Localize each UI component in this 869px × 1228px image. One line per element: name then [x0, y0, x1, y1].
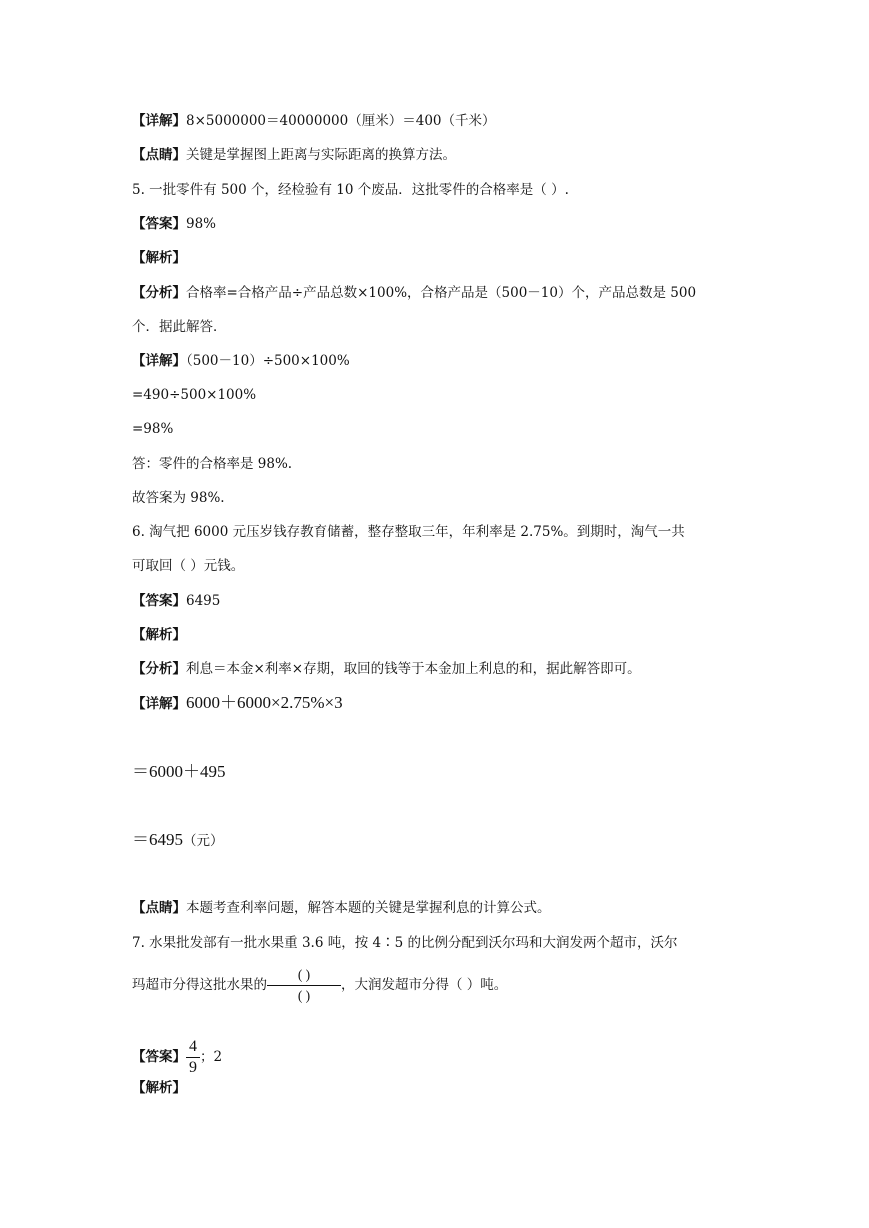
analysis-line [132, 283, 696, 303]
tag: 【详解】 [132, 113, 186, 129]
text: 6495 [186, 593, 221, 609]
text: ，大润发超市分得（ ）吨。 [341, 977, 508, 993]
text: 玛超市分得这批水果的 [132, 977, 267, 993]
text: 可取回（ ）元钱。 [132, 558, 245, 574]
formula: ＝6495 [132, 830, 183, 849]
blank-fraction [267, 966, 341, 1005]
text: 答：零件的合格率是 98%. [132, 456, 293, 472]
analysis-line [132, 659, 641, 679]
tag: 【解析】 [132, 1080, 186, 1096]
blank-denominator: ( ) [297, 988, 311, 1003]
question-5 [132, 180, 569, 200]
text: =490÷500×100% [132, 387, 257, 403]
formula: 6000＋6000×2.75%×3 [186, 693, 343, 712]
numerator: 4 [189, 1038, 197, 1055]
tag: 【解析】 [132, 627, 186, 643]
unit: （元） [183, 833, 224, 849]
analysis-heading [132, 1078, 186, 1098]
tag: 【答案】 [132, 1049, 186, 1065]
detail-line [132, 351, 350, 371]
calc-line [132, 385, 256, 405]
text: 98% [186, 216, 217, 232]
question-6 [132, 522, 685, 542]
text: 利息＝本金×利率×存期，取回的钱等于本金加上利息的和，据此解答即可。 [186, 661, 641, 677]
note-line [132, 898, 551, 918]
text: 合格率=合格产品÷产品总数×100%，合格产品是（500－10）个，产品总数是 500 [186, 285, 697, 301]
formula-line-1 [132, 693, 343, 714]
conclusion-line [132, 488, 225, 508]
tag: 【点睛】 [132, 147, 186, 163]
analysis-heading [132, 625, 186, 645]
tag: 【答案】 [132, 216, 186, 232]
formula-line-3 [132, 830, 224, 851]
text: 6. 淘气把 6000 元压岁钱存教育储蓄，整存整取三年，年利率是 2.75%。到期时，淘气一共 [132, 524, 685, 540]
calc-line [132, 419, 173, 439]
reply-line [132, 454, 292, 474]
tag: 【点睛】 [132, 900, 186, 916]
fraction-bar [267, 985, 341, 986]
text: ；2 [200, 1049, 223, 1065]
answer-line [132, 214, 216, 234]
answer-fraction [186, 1038, 200, 1077]
text: （500－10）÷500×100% [186, 353, 350, 369]
text: 个．据此解答． [132, 319, 227, 335]
text: 5. 一批零件有 500 个，经检验有 10 个废品．这批零件的合格率是（ ）. [132, 182, 569, 198]
text: =98% [132, 421, 174, 437]
note-line [132, 145, 456, 165]
text: 故答案为 98%. [132, 490, 225, 506]
question-6-cont [132, 556, 244, 576]
tag: 【解析】 [132, 250, 186, 266]
tag: 【分析】 [132, 285, 186, 301]
tag: 【分析】 [132, 661, 186, 677]
question-7-cont [132, 966, 507, 1005]
formula: ＝6000＋495 [132, 762, 226, 781]
tag: 【详解】 [132, 353, 186, 369]
analysis-heading [132, 248, 186, 268]
detail-line [132, 111, 496, 131]
tag: 【答案】 [132, 593, 186, 609]
denominator: 9 [189, 1059, 197, 1076]
question-7 [132, 933, 677, 953]
tag: 【详解】 [132, 696, 186, 712]
answer-line [132, 591, 220, 611]
text: 8×5000000＝40000000（厘米）＝400（千米） [186, 113, 496, 129]
answer-line [132, 1038, 222, 1077]
text: 本题考查利率问题，解答本题的关键是掌握利息的计算公式。 [186, 900, 551, 916]
blank-numerator: ( ) [297, 967, 311, 982]
text: 关键是掌握图上距离与实际距离的换算方法。 [186, 147, 456, 163]
analysis-line-cont [132, 317, 227, 337]
formula-line-2 [132, 762, 226, 783]
text: 7. 水果批发部有一批水果重 3.6 吨，按 4∶5 的比例分配到沃尔玛和大润发两个超市，沃尔 [132, 935, 678, 951]
fraction-bar [186, 1057, 200, 1058]
